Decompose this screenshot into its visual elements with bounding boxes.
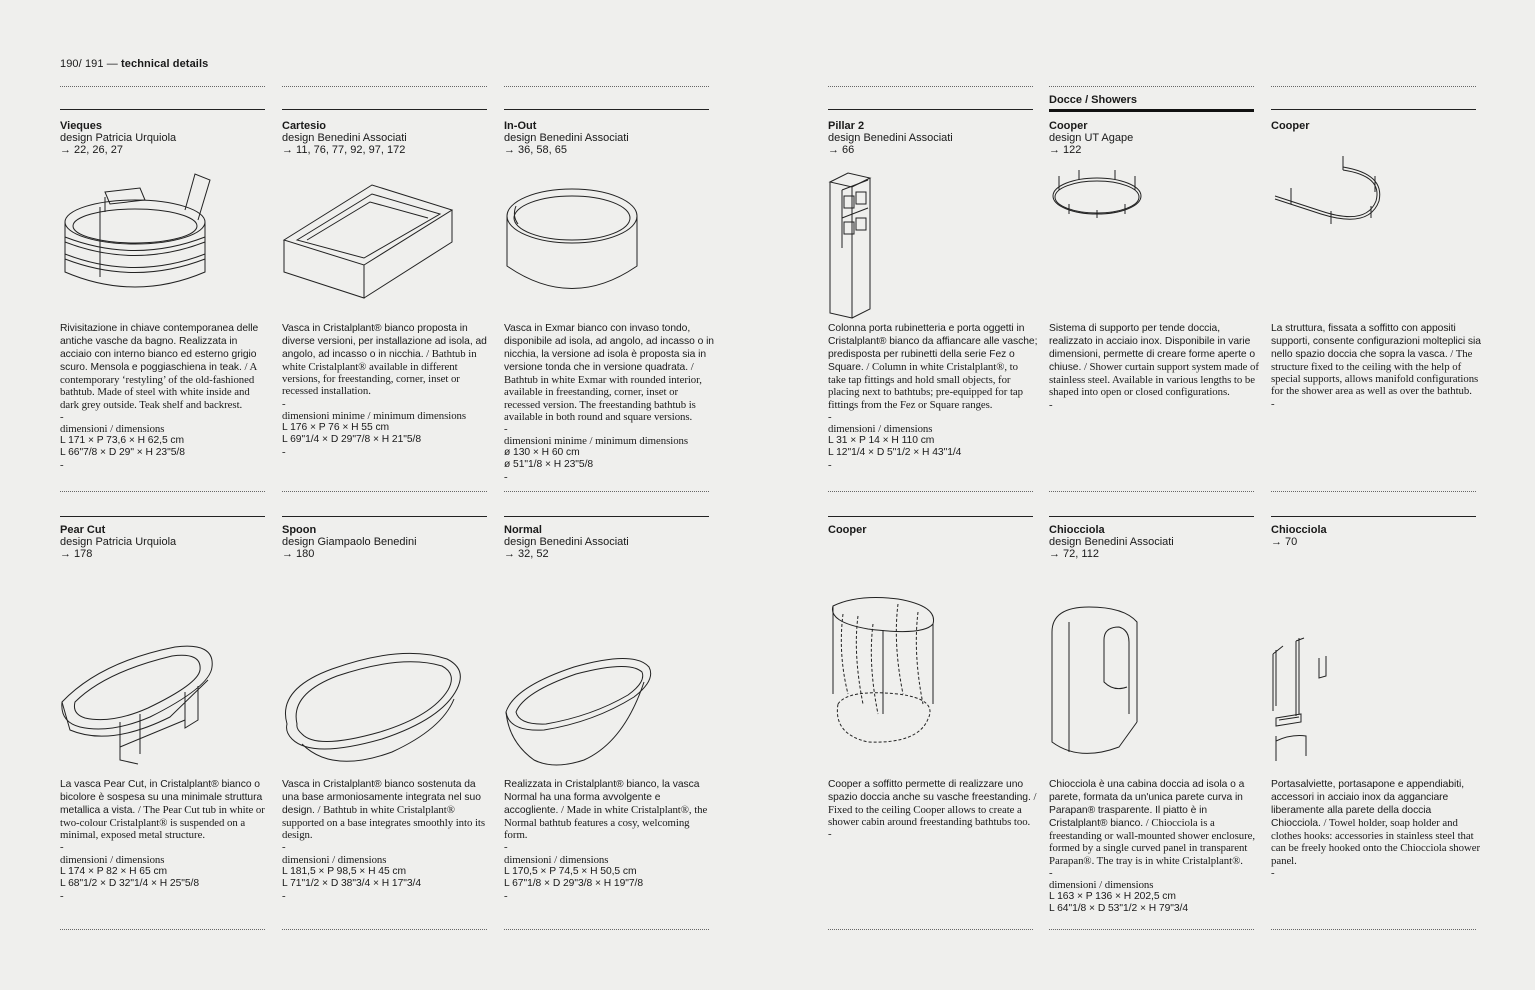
product-designer: design Benedini Associati [282, 132, 407, 144]
page-references: → 11, 76, 77, 92, 97, 172 [282, 144, 406, 156]
product-card-normal [504, 524, 714, 902]
page-references: → 70 [1271, 536, 1298, 548]
divider [828, 109, 1033, 110]
category-divider [1049, 109, 1254, 112]
page-references: → 36, 58, 65 [504, 144, 567, 156]
product-card-chiocciola-accessories [1271, 524, 1481, 879]
description-en: / The Pear Cut tub in white or two-colour Cristalplant® is suspended on a minimal, exposed metal structure. [60, 804, 265, 842]
product-designer: design Patricia Urquiola [60, 536, 177, 548]
product-card-pear-cut [60, 524, 270, 902]
product-name: Pear Cut [60, 524, 106, 536]
description-en: / Bathtub in white Exmar with rounded interior, available in freestanding, corner, inset or recessed version. The freestanding bathtub is available in both round and square versions. [504, 361, 702, 423]
product-designer: design Giampaolo Benedini [282, 536, 417, 548]
divider [504, 516, 709, 517]
description-en: / Made in white Cristalplant®, the Normal bathtub features a cosy, welcoming form. [504, 804, 708, 842]
dimensions-label: dimensioni / dimensions [60, 422, 165, 435]
divider [828, 491, 1033, 492]
dimensions-metric: L 181,5 × P 98,5 × H 45 cm [282, 865, 407, 877]
towel-holder-accessories-icon [1271, 636, 1341, 766]
dimensions-imperial: ø 51"1/8 × H 23"5/8 [504, 459, 594, 471]
description-it: Sistema di supporto per tende doccia, realizzato in acciaio inox. Disponibile in varie dimensioni, permette di creare forme aperte o chiuse. [1049, 323, 1256, 374]
product-card-cooper-u [1271, 120, 1481, 410]
description-it: Vasca in Exmar bianco con invaso tondo, disponibile ad isola, ad angolo, ad incasso o in nicchia, la versione ad isola è proposta sia in versione tonda che in versione quadrata. [504, 323, 714, 374]
page-header [60, 58, 208, 70]
product-description: Chiocciola è una cabina doccia ad isola o a parete, formata da un'unica parete curva in Parapan® trasparente. Il piatto è in Cristalplant® bianco. / Chiocciola is a freestanding or wall-mounted shower enclosure, formed by a single curved panel in transparent Parapan®. The tray is in white Cristalplant®. - dimensioni / dimensions L 163 × P 136 × H 202,5 cm L 64"1/8 × D 53"1/2 × H 79"3/4 [1049, 778, 1259, 915]
divider [1049, 86, 1254, 87]
divider [504, 929, 709, 930]
divider [1271, 491, 1476, 492]
description-en: / Fixed to the ceiling Cooper allows to create a shower cabin around freestanding bathtubs too. [828, 791, 1037, 829]
shower-rail-u-icon [1271, 156, 1391, 256]
divider [1271, 109, 1476, 110]
dimensions-imperial: L 68"1/2 × D 32"1/4 × H 25"5/8 [60, 877, 200, 889]
product-name: Cooper [1049, 120, 1088, 132]
product-description: Sistema di supporto per tende doccia, realizzato in acciaio inox. Disponibile in varie dimensioni, permette di creare forme aperte o chiuse. / Shower curtain support system made of stainless steel. Available in various lengths to be shaped into open or closed configurations. - [1049, 323, 1259, 411]
dimensions-label: dimensioni / dimensions [60, 853, 165, 866]
dimensions-label: dimensioni / dimensions [828, 422, 933, 435]
product-name: Cartesio [282, 120, 327, 132]
dimensions-imperial: L 67"1/8 × D 29"3/8 × H 19"7/8 [504, 877, 644, 889]
dimensions-label: dimensioni minime / minimum dimensions [504, 434, 689, 447]
shower-ring-icon [1049, 166, 1149, 231]
description-en: / Bathtub in white Cristalplant® supported on a base integrates smoothly into its design. [282, 804, 486, 842]
product-designer: design Patricia Urquiola [60, 132, 177, 144]
product-name: Chiocciola [1049, 524, 1105, 536]
description-en: / Shower curtain support system made of stainless steel. Available in various lengths to be shaped into open or closed configurations. [1049, 361, 1259, 399]
product-designer: design Benedini Associati [504, 132, 629, 144]
divider [504, 491, 709, 492]
product-name: Normal [504, 524, 542, 536]
product-card-in-out [504, 120, 714, 484]
product-description: Vasca in Exmar bianco con invaso tondo, disponibile ad isola, ad angolo, ad incasso o in nicchia, la versione ad isola è proposta sia in versione tonda che in versione quadrata. / Bathtub in white Exmar with rounded interior, available in freestanding, corner, inset or recessed version. The freestanding bathtub is available in both round and square versions. - dimensioni minime / minimum dimensions ø 130 × H 60 cm ø 51"1/8 × H 23"5/8 - [504, 323, 714, 484]
dimensions-metric: L 174 × P 82 × H 65 cm [60, 865, 168, 877]
shower-curtain-bathtub-icon [828, 594, 943, 764]
divider [60, 109, 265, 110]
product-name: Vieques [60, 120, 102, 132]
dimensions-imperial: L 12"1/4 × D 5"1/2 × H 43"1/4 [828, 446, 962, 458]
page-references: → 66 [828, 144, 855, 156]
divider [60, 86, 265, 87]
product-name: Spoon [282, 524, 317, 536]
dimensions-label: dimensioni / dimensions [504, 853, 609, 866]
divider [828, 929, 1033, 930]
description-en: / Towel holder, soap holder and clothes hooks: accessories in stainless steel that can be freely hooked onto the Chiocciola shower panel. [1271, 817, 1481, 867]
bathtub-spoon-icon [282, 644, 467, 779]
divider [282, 491, 487, 492]
product-description: Colonna porta rubinetteria e porta oggetti in Cristalplant® bianco da affiancare alle vasche; predisposta per rubinetti della serie Fez o Square. / Column in white Cristalplant®, to take tap fittings and hold small objects, for placing next to bathtubs; pre-equipped for tap fittings from the Fez or Square ranges. - dimensioni / dimensions L 31 × P 14 × H 110 cm L 12"1/4 × D 5"1/2 × H 43"1/4 - [828, 323, 1038, 472]
description-it: La struttura, fissata a soffitto con appositi supporti, consente configurazioni molteplici sia nello spazio doccia che sopra la vasca. [1271, 323, 1481, 361]
product-designer: design Benedini Associati [828, 132, 953, 144]
divider [828, 516, 1033, 517]
product-card-cartesio [282, 120, 492, 458]
category-label: Docce / Showers [1049, 94, 1138, 106]
product-description: Vasca in Cristalplant® bianco proposta in diverse versioni, per installazione ad isola, ad angolo, ad incasso o in nicchia. / Bathtub in white Cristalplant® available in different versions, for freestanding, corner, inset or recessed installation. - dimensioni minime / minimum dimensions L 176 × P 76 × H 55 cm L 69"1/4 × D 29"7/8 × H 21"5/8 - [282, 322, 492, 458]
description-it: Rivisitazione in chiave contemporanea delle antiche vasche da bagno. Realizzata in acciaio con interno bianco ed esterno grigio scuro. Mensola e poggiaschiena in teak. [60, 323, 259, 374]
shower-cabin-icon [1049, 602, 1144, 767]
product-card-vieques [60, 120, 270, 472]
divider [1271, 929, 1476, 930]
bathtub-suspended-icon [60, 642, 220, 772]
product-description: La vasca Pear Cut, in Cristalplant® bianco o bicolore è sospesa su una minimale struttura metallica a vista. / The Pear Cut tub in white or two-colour Cristalplant® is suspended on a minimal, exposed metal structure. - dimensioni / dimensions L 174 × P 82 × H 65 cm L 68"1/2 × D 32"1/4 × H 25"5/8 - [60, 778, 270, 902]
product-card-pillar-2 [828, 120, 1038, 472]
page-references: → 72, 112 [1049, 548, 1099, 560]
dimensions-metric: L 170,5 × P 74,5 × H 50,5 cm [504, 865, 637, 877]
dimensions-imperial: L 71"1/2 × D 38"3/4 × H 17"3/4 [282, 877, 422, 889]
divider [282, 109, 487, 110]
page-numbers: 190/ 191 — [60, 58, 118, 70]
page-references: → 178 [60, 548, 93, 560]
bathtub-normal-icon [504, 652, 654, 777]
product-designer: design Benedini Associati [504, 536, 629, 548]
description-it: Chiocciola è una cabina doccia ad isola o a parete, formata da un'unica parete curva in Parapan® trasparente. Il piatto è in Cristalplant® bianco. [1049, 779, 1245, 830]
divider [1271, 86, 1476, 87]
description-en: / Bathtub in white Cristalplant® available in different versions, for freestanding, corner, inset or recessed installation. [282, 348, 477, 398]
divider [1049, 929, 1254, 930]
divider [60, 491, 265, 492]
bathtub-oval-steel-icon [60, 162, 220, 317]
page-references: → 22, 26, 27 [60, 144, 123, 156]
page-references: → 32, 52 [504, 548, 549, 560]
dimensions-imperial: L 66"7/8 × D 29" × H 23"5/8 [60, 446, 185, 458]
page-references: → 122 [1049, 144, 1082, 156]
description-it: Vasca in Cristalplant® bianco sostenuta da una base armoniosamente integrata nel suo design. [282, 779, 481, 817]
product-description: Realizzata in Cristalplant® bianco, la vasca Normal ha una forma avvolgente e accogliente. / Made in white Cristalplant®, the Normal bathtub features a cosy, welcoming form. - dimensioni / dimensions L 170,5 × P 74,5 × H 50,5 cm L 67"1/8 × D 29"3/8 × H 19"7/8 - [504, 778, 714, 902]
product-description: Portasalviette, portasapone e appendiabiti, accessori in acciaio inox da agganciare liberamente alla parete della doccia Chiocciola. / Towel holder, soap holder and clothes hooks: accessories in stainless steel that can be freely hooked onto the Chiocciola shower panel. - [1271, 779, 1481, 879]
description-en: / The structure fixed to the ceiling with the help of special supports, allows manifold configurations for the shower area as well as over the bathtub. [1271, 348, 1479, 398]
description-it: Colonna porta rubinetteria e porta oggetti in Cristalplant® bianco da affiancare alle vasche; predisposta per rubinetti della serie Fez o Square. [828, 323, 1038, 374]
bathtub-rectangular-icon [282, 180, 462, 305]
product-name: Cooper [828, 524, 867, 536]
dimensions-metric: ø 130 × H 60 cm [504, 446, 580, 458]
dimensions-label: dimensioni / dimensions [282, 853, 387, 866]
divider [1049, 491, 1254, 492]
dimensions-imperial: L 69"1/4 × D 29"7/8 × H 21"5/8 [282, 433, 422, 445]
description-en: / Column in white Cristalplant®, to take tap fittings and hold small objects, for placing next to bathtubs; pre-equipped for tap fittings from the Fez or Square ranges. [828, 361, 1023, 411]
product-name: Chiocciola [1271, 524, 1327, 536]
divider [828, 86, 1033, 87]
page-references: → 180 [282, 548, 315, 560]
divider [60, 929, 265, 930]
divider [60, 516, 265, 517]
product-card-cooper [1049, 120, 1259, 411]
divider [282, 516, 487, 517]
dimensions-imperial: L 64"1/8 × D 53"1/2 × H 79"3/4 [1049, 902, 1189, 914]
divider [504, 109, 709, 110]
product-name: Pillar 2 [828, 120, 865, 132]
product-name: Cooper [1271, 120, 1310, 132]
product-card-chiocciola [1049, 524, 1259, 914]
description-it: Portasalviette, portasapone e appendiabiti, accessori in acciaio inox da agganciare liberamente alla parete della doccia Chiocciola. [1271, 779, 1465, 830]
description-it: Vasca in Cristalplant® bianco proposta in diverse versioni, per installazione ad isola, ad angolo, ad incasso o in nicchia. [282, 323, 487, 361]
description-it: Cooper a soffitto permette di realizzare uno spazio doccia anche su vasche freestanding. [828, 779, 1031, 804]
product-card-cooper-bathtub [828, 524, 1038, 841]
bathtub-round-icon [504, 186, 644, 306]
product-card-spoon [282, 524, 492, 902]
divider [282, 86, 487, 87]
description-it: Realizzata in Cristalplant® bianco, la vasca Normal ha una forma avvolgente e accogliente. [504, 779, 700, 817]
dimensions-metric: L 176 × P 76 × H 55 cm [282, 421, 390, 433]
dimensions-label: dimensioni minime / minimum dimensions [282, 409, 467, 422]
product-name: In-Out [504, 120, 537, 132]
product-description: La struttura, fissata a soffitto con appositi supporti, consente configurazioni molteplici sia nello spazio doccia che sopra la vasca. / The structure fixed to the ceiling with the help of special supports, allows manifold configurations for the shower area as well as over the bathtub. - [1271, 323, 1481, 410]
description-en: / A contemporary ‘restyling’ of the old-fashioned bathtub. Made of steel with white inside and dark grey outside. Teak shelf and backrest. [60, 361, 257, 411]
column-cabinet-icon [828, 168, 888, 323]
dimensions-metric: L 163 × P 136 × H 202,5 cm [1049, 890, 1176, 902]
description-en: / Chiocciola is a freestanding or wall-mounted shower enclosure, formed by a single curved panel in transparent Parapan®. The tray is in white Cristalplant®. [1049, 817, 1256, 867]
dimensions-metric: L 31 × P 14 × H 110 cm [828, 434, 935, 446]
product-designer: design Benedini Associati [1049, 536, 1174, 548]
dimensions-label: dimensioni / dimensions [1049, 878, 1154, 891]
section-title: technical details [121, 58, 209, 70]
divider [282, 929, 487, 930]
divider [504, 86, 709, 87]
description-it: La vasca Pear Cut, in Cristalplant® bianco o bicolore è sospesa su una minimale struttura metallica a vista. [60, 779, 263, 817]
product-description: Cooper a soffitto permette di realizzare uno spazio doccia anche su vasche freestanding. / Fixed to the ceiling Cooper allows to create a shower cabin around freestanding bathtubs too. - [828, 779, 1037, 841]
divider [1049, 516, 1254, 517]
product-description: Rivisitazione in chiave contemporanea delle antiche vasche da bagno. Realizzata in acciaio con interno bianco ed esterno grigio scuro. Mensola e poggiaschiena in teak. / A contemporary ‘restyling’ of the old-fashioned bathtub. Made of steel with white inside and dark grey outside. Teak shelf and backrest. - dimensioni / dimensions L 171 × P 73,6 × H 62,5 cm L 66"7/8 × D 29" × H 23"5/8 - [60, 322, 270, 471]
product-designer: design UT Agape [1049, 132, 1134, 144]
dimensions-metric: L 171 × P 73,6 × H 62,5 cm [60, 434, 185, 446]
product-description: Vasca in Cristalplant® bianco sostenuta da una base armoniosamente integrata nel suo design. / Bathtub in white Cristalplant® supported on a base integrates smoothly into its design. - dimensioni / dimensions L 181,5 × P 98,5 × H 45 cm L 71"1/2 × D 38"3/4 × H 17"3/4 - [282, 778, 492, 902]
divider [1271, 516, 1476, 517]
